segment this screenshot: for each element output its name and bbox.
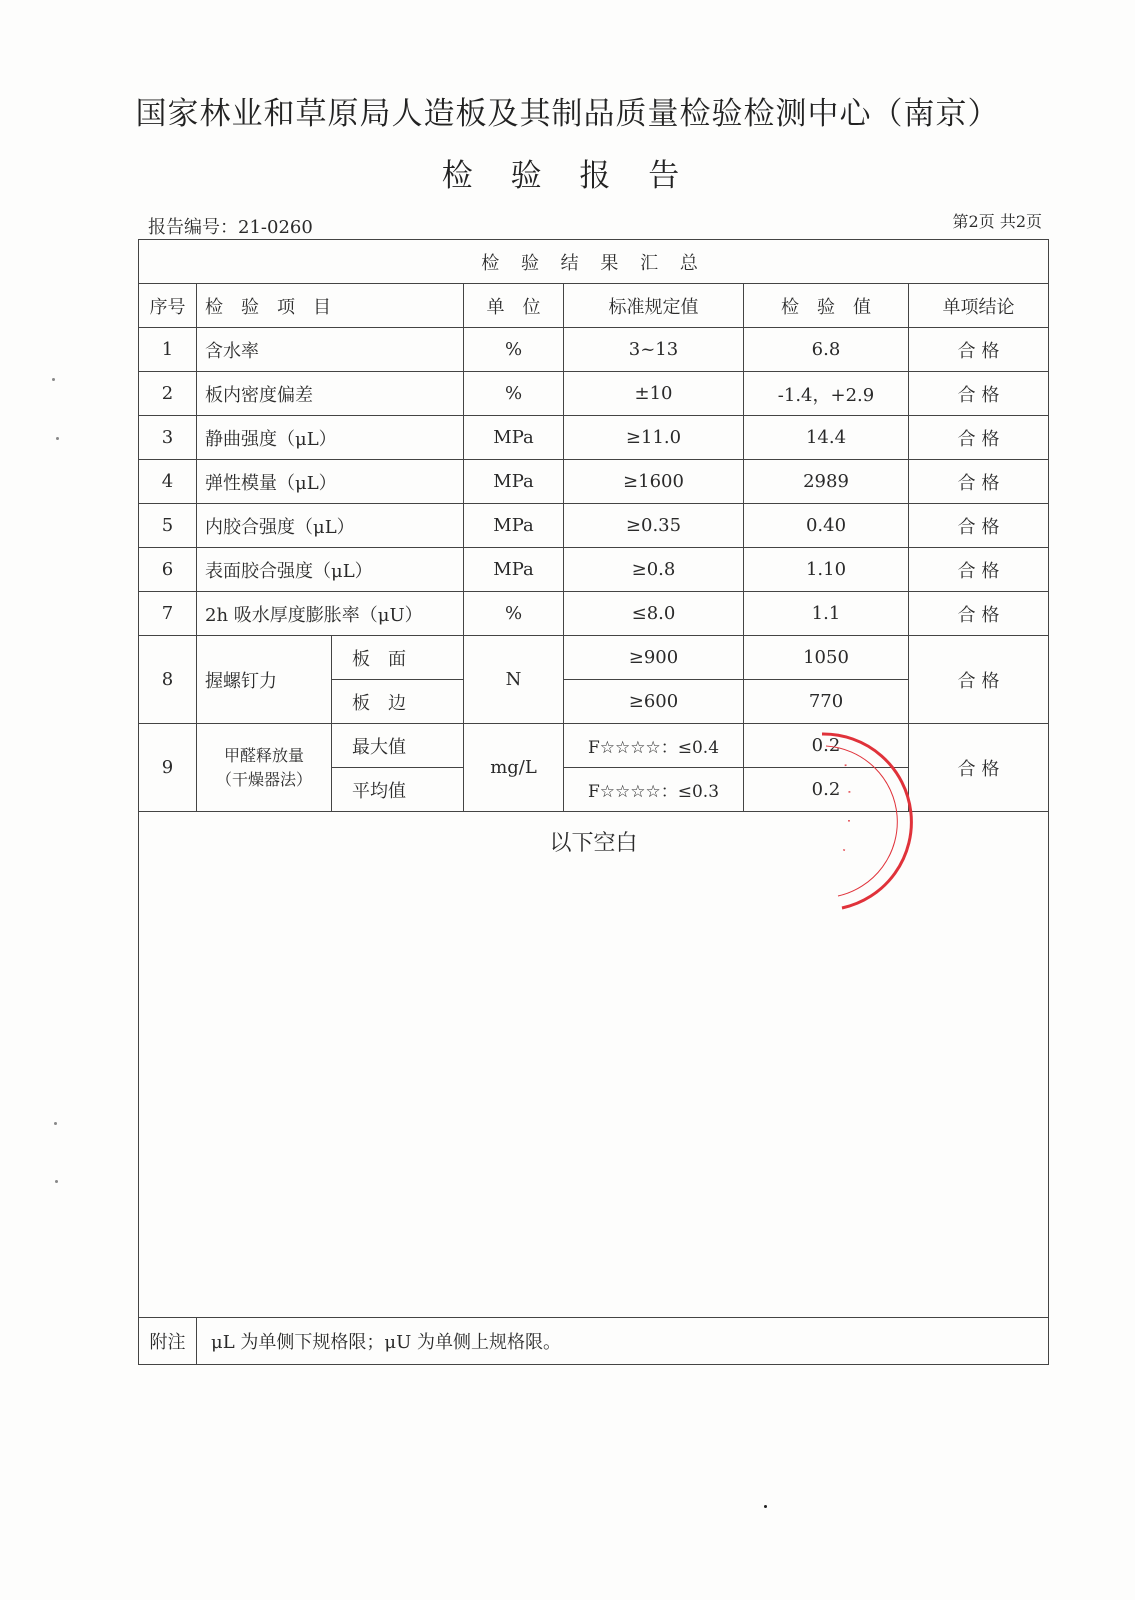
- row-unit: N: [464, 636, 564, 724]
- row-standard: ≤8.0: [564, 592, 744, 636]
- table-row: [139, 504, 1049, 548]
- row-standard: ≥600: [564, 680, 744, 724]
- header-item: 检 验 项 目: [197, 284, 464, 328]
- scan-speck: [54, 1122, 57, 1125]
- table-row: [139, 592, 1049, 636]
- row-conclusion: 合 格: [909, 372, 1049, 416]
- row-standard: ≥0.8: [564, 548, 744, 592]
- row-value: 0.40: [744, 504, 909, 548]
- stamp-glyph: ·: [834, 844, 854, 856]
- blank-area-text: 以下空白: [139, 812, 1049, 1318]
- scan-speck: [55, 1180, 58, 1183]
- scan-speck: [52, 378, 55, 381]
- row-value: 2989: [744, 460, 909, 504]
- row-no: 1: [139, 328, 197, 372]
- row-standard: F☆☆☆☆：≤0.4: [564, 724, 744, 768]
- sub-item-name: 平均值: [332, 768, 464, 812]
- row-item-line2: （干燥器法）: [215, 769, 312, 789]
- scan-speck: [764, 1505, 767, 1508]
- header-no: 序号: [139, 284, 197, 328]
- results-table: [138, 239, 1049, 1365]
- row-no: 3: [139, 416, 197, 460]
- row-conclusion: 合 格: [909, 416, 1049, 460]
- row-value: 0.2: [744, 724, 909, 768]
- row-no: 2: [139, 372, 197, 416]
- header-conclusion: 单项结论: [909, 284, 1049, 328]
- row-item: 2h 吸水厚度膨胀率（μU）: [197, 592, 464, 636]
- stamp-glyph: ·: [839, 817, 858, 824]
- row-unit: %: [464, 372, 564, 416]
- row-unit: %: [464, 328, 564, 372]
- report-number: 报告编号：21-0260: [148, 217, 313, 238]
- sub-item-name: 最大值: [332, 724, 464, 768]
- row-unit: mg/L: [464, 724, 564, 812]
- row-standard: F☆☆☆☆：≤0.3: [564, 768, 744, 812]
- row-value: -1.4，+2.9: [744, 372, 909, 416]
- table-row: [139, 328, 1049, 372]
- row-item: 含水率: [197, 328, 464, 372]
- row-conclusion: 合 格: [909, 592, 1049, 636]
- row-value: 770: [744, 680, 909, 724]
- summary-title: 检 验 结 果 汇 总: [139, 240, 1049, 284]
- table-row: [139, 460, 1049, 504]
- row-unit: %: [464, 592, 564, 636]
- header-standard: 标准规定值: [564, 284, 744, 328]
- table-row: [139, 636, 1049, 680]
- sub-item-name: 板 边: [332, 680, 464, 724]
- row-no: 8: [139, 636, 197, 724]
- row-standard: 3~13: [564, 328, 744, 372]
- row-item: 内胶合强度（μL）: [197, 504, 464, 548]
- row-standard: ≥0.35: [564, 504, 744, 548]
- row-standard: ≥11.0: [564, 416, 744, 460]
- row-conclusion: 合 格: [909, 548, 1049, 592]
- row-unit: MPa: [464, 548, 564, 592]
- table-row: [139, 416, 1049, 460]
- row-conclusion: 合 格: [909, 460, 1049, 504]
- row-value: 14.4: [744, 416, 909, 460]
- row-conclusion: 合 格: [909, 504, 1049, 548]
- row-unit: MPa: [464, 504, 564, 548]
- table-row: [139, 724, 1049, 768]
- header-row: [139, 284, 1049, 328]
- row-value: 1.1: [744, 592, 909, 636]
- document-title: 检 验 报 告: [441, 158, 694, 194]
- table-row: [139, 548, 1049, 592]
- table-row: [139, 372, 1049, 416]
- row-unit: MPa: [464, 416, 564, 460]
- row-value: 1.10: [744, 548, 909, 592]
- row-item: [197, 724, 332, 812]
- note-label: 附注: [139, 1318, 197, 1365]
- row-item: 弹性模量（μL）: [197, 460, 464, 504]
- row-no: 9: [139, 724, 197, 812]
- row-no: 5: [139, 504, 197, 548]
- row-value: 1050: [744, 636, 909, 680]
- header-unit: 单 位: [464, 284, 564, 328]
- organization-title: 国家林业和草原局人造板及其制品质量检验检测中心（南京）: [135, 96, 1000, 132]
- scan-speck: [56, 437, 59, 440]
- row-conclusion: 合 格: [909, 724, 1049, 812]
- row-item: 板内密度偏差: [197, 372, 464, 416]
- row-standard: ≥900: [564, 636, 744, 680]
- row-item-line1: 甲醛释放量: [223, 745, 304, 765]
- row-value: 0.2: [744, 768, 909, 812]
- header-value: 检 验 值: [744, 284, 909, 328]
- sub-item-name: 板 面: [332, 636, 464, 680]
- row-item: 静曲强度（μL）: [197, 416, 464, 460]
- row-item: 握螺钉力: [197, 636, 332, 724]
- page-number: 第2页 共2页: [952, 212, 1042, 231]
- row-conclusion: 合 格: [909, 636, 1049, 724]
- row-standard: ≥1600: [564, 460, 744, 504]
- row-value: 6.8: [744, 328, 909, 372]
- stamp-glyph: ·: [840, 788, 859, 796]
- row-no: 7: [139, 592, 197, 636]
- row-conclusion: 合 格: [909, 328, 1049, 372]
- row-item: 表面胶合强度（μL）: [197, 548, 464, 592]
- row-standard: ±10: [564, 372, 744, 416]
- row-no: 6: [139, 548, 197, 592]
- stamp-glyph: ·: [836, 761, 855, 770]
- note-text: μL 为单侧下规格限；μU 为单侧上规格限。: [197, 1318, 1049, 1365]
- row-unit: MPa: [464, 460, 564, 504]
- row-no: 4: [139, 460, 197, 504]
